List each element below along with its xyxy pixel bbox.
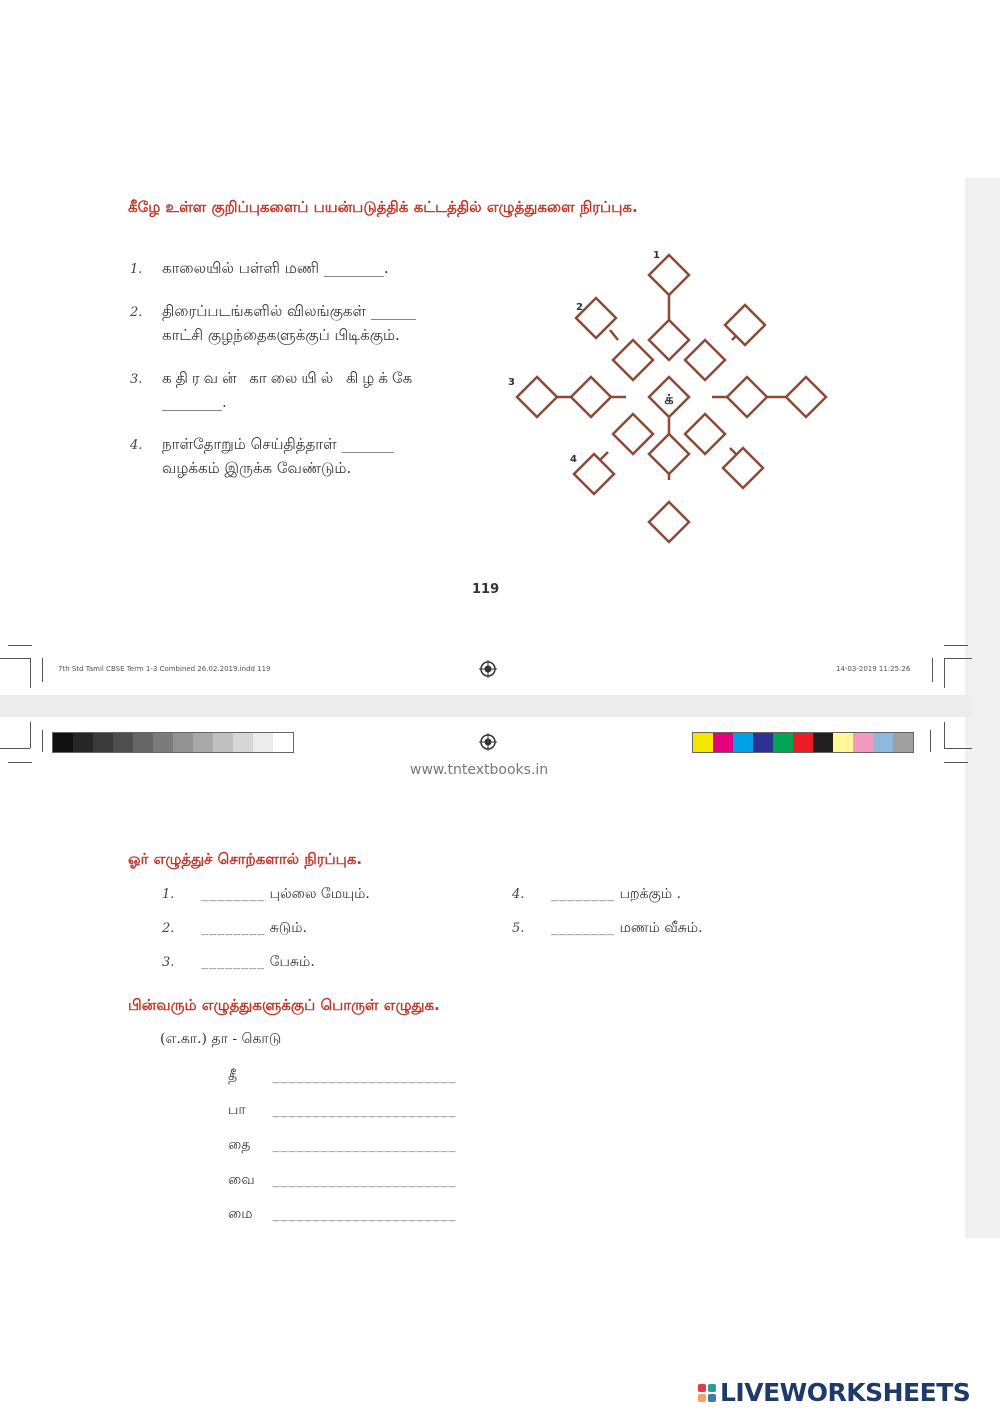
color-swatch xyxy=(793,733,813,752)
section3-heading: பின்வரும் எழுத்துகளுக்குப் பொருள் எழுதுக. xyxy=(128,996,440,1014)
color-swatch xyxy=(813,733,833,752)
crop-mark xyxy=(944,658,972,659)
crop-mark xyxy=(930,730,931,752)
grid-letter-box[interactable] xyxy=(517,377,557,417)
crop-mark xyxy=(932,658,933,682)
list-item xyxy=(228,1068,456,1086)
color-swatch xyxy=(173,733,193,752)
list-item xyxy=(228,1172,456,1190)
crop-mark xyxy=(944,748,972,749)
grid-letter-box[interactable] xyxy=(685,340,725,380)
crop-mark xyxy=(944,645,968,646)
answer-blank[interactable]: _______________________ xyxy=(272,1068,457,1084)
list-item: 4. ________ பறக்கும் . xyxy=(512,886,681,902)
color-swatch xyxy=(713,733,733,752)
clue-text: நாள்தோறும் செய்தித்தாள் _______ xyxy=(162,435,394,453)
crop-mark xyxy=(8,645,32,646)
answer-blank[interactable]: _______________________ xyxy=(272,1206,457,1222)
mark-tile xyxy=(698,1394,706,1402)
list-item xyxy=(228,1137,456,1155)
crop-mark xyxy=(42,730,43,752)
letter: மை xyxy=(228,1206,253,1222)
color-swatch xyxy=(273,733,293,752)
registration-mark-icon xyxy=(479,733,497,751)
color-swatch xyxy=(153,733,173,752)
color-swatch xyxy=(753,733,773,752)
grid-letter-box[interactable] xyxy=(649,502,689,542)
list-item: 2. ________ சுடும். xyxy=(162,920,307,936)
example-text: (எ.கா.) தா - கொடு xyxy=(160,1031,282,1047)
grid-letter-box[interactable] xyxy=(649,255,689,295)
grid-label-1: 1 xyxy=(653,250,660,261)
clue-text: திரைப்படங்களில் விலங்குகள் ______ xyxy=(162,302,416,320)
letter: தீ xyxy=(228,1068,238,1084)
grid-letter-box[interactable] xyxy=(786,377,826,417)
answer-blank[interactable]: ________ xyxy=(201,920,266,936)
crop-mark xyxy=(0,748,30,749)
registration-mark-icon xyxy=(479,660,497,678)
clue-number: 4. xyxy=(130,438,143,453)
letter: பா xyxy=(228,1102,246,1118)
color-swatch xyxy=(873,733,893,752)
crop-mark xyxy=(30,658,31,688)
color-swatch xyxy=(133,733,153,752)
grid-letter-box[interactable] xyxy=(649,320,689,360)
grid-letter-box[interactable] xyxy=(723,448,763,488)
grid-center-letter: க் xyxy=(664,392,674,408)
clue-text: ________. xyxy=(162,393,227,411)
grid-letter-box[interactable] xyxy=(613,340,653,380)
print-file-info: 7th Std Tamil CBSE Term 1-3 Combined 26.02.2019.indd 119 xyxy=(58,665,271,673)
clue-number: 1. xyxy=(130,262,143,277)
color-swatch xyxy=(893,733,913,752)
liveworksheets-brand: LIVEWORKSHEETS xyxy=(720,1378,971,1407)
answer-blank[interactable]: ________ xyxy=(551,886,616,902)
answer-blank[interactable]: _______________________ xyxy=(272,1172,457,1188)
list-item xyxy=(228,1102,456,1120)
answer-blank[interactable]: ________ xyxy=(551,920,616,936)
grid-connector xyxy=(610,330,618,340)
color-swatch xyxy=(93,733,113,752)
color-swatch xyxy=(213,733,233,752)
page-gutter xyxy=(0,695,972,717)
grid-letter-box[interactable] xyxy=(574,454,614,494)
section2-heading: ஓர் எழுத்துச் சொற்களால் நிரப்புக. xyxy=(128,850,363,868)
color-swatch xyxy=(733,733,753,752)
page-number: 119 xyxy=(472,582,500,597)
crop-mark xyxy=(944,658,945,688)
color-swatch xyxy=(693,733,713,752)
answer-blank[interactable]: _______________________ xyxy=(272,1102,457,1118)
grid-letter-box[interactable] xyxy=(613,414,653,454)
grid-letter-box[interactable] xyxy=(725,305,765,345)
clue-text: வழக்கம் இருக்க வேண்டும். xyxy=(162,459,352,477)
snowflake-letter-grid xyxy=(500,240,845,550)
color-swatch xyxy=(773,733,793,752)
color-swatch xyxy=(853,733,873,752)
answer-blank[interactable]: _______________________ xyxy=(272,1137,457,1153)
crop-mark xyxy=(30,722,31,748)
crop-mark xyxy=(944,722,945,748)
list-item: 5. ________ மணம் வீசும். xyxy=(512,920,703,936)
grid-letter-box[interactable] xyxy=(571,377,611,417)
grey-scale-bar xyxy=(52,732,294,753)
liveworksheets-logo xyxy=(698,1378,970,1407)
clue-number: 3. xyxy=(130,372,143,387)
clue-number: 2. xyxy=(130,305,143,320)
liveworksheets-mark-icon xyxy=(698,1384,716,1402)
crop-mark xyxy=(42,658,43,682)
website-url: www.tntextbooks.in xyxy=(410,762,549,778)
grid-label-2: 2 xyxy=(576,302,583,313)
answer-blank[interactable]: ________ xyxy=(201,886,266,902)
grid-letter-box[interactable] xyxy=(727,377,767,417)
list-item xyxy=(228,1206,456,1224)
clue-text: கதிரவன் காலையில் கிழக்கே xyxy=(162,369,417,387)
color-swatch xyxy=(193,733,213,752)
grid-label-4: 4 xyxy=(570,454,577,465)
section1-heading: கீழே உள்ள குறிப்புகளைப் பயன்படுத்திக் கட்டத்தில் எழுத்துகளை நிரப்புக. xyxy=(128,198,638,216)
letter: வை xyxy=(228,1172,255,1188)
color-swatch-bar xyxy=(692,732,914,753)
grid-label-3: 3 xyxy=(508,377,515,388)
print-timestamp: 14-03-2019 11:25:26 xyxy=(836,665,911,673)
color-swatch xyxy=(233,733,253,752)
list-item: 1. ________ புல்லை மேயும். xyxy=(162,886,370,902)
grid-letter-box[interactable] xyxy=(649,434,689,474)
color-swatch xyxy=(253,733,273,752)
crop-mark xyxy=(0,658,30,659)
color-swatch xyxy=(73,733,93,752)
answer-blank[interactable]: ________ xyxy=(201,954,266,970)
mark-tile xyxy=(708,1394,716,1402)
color-swatch xyxy=(53,733,73,752)
letter: தை xyxy=(228,1137,251,1153)
mark-tile xyxy=(698,1384,706,1392)
mark-tile xyxy=(708,1384,716,1392)
clue-text: காலையில் பள்ளி மணி ________. xyxy=(162,259,389,277)
crop-mark xyxy=(8,762,32,763)
grid-letter-box[interactable] xyxy=(685,414,725,454)
clue-text: காட்சி குழந்தைகளுக்குப் பிடிக்கும். xyxy=(162,326,400,344)
list-item: 3. ________ பேசும். xyxy=(162,954,315,970)
crop-mark xyxy=(944,762,968,763)
color-swatch xyxy=(833,733,853,752)
color-swatch xyxy=(113,733,133,752)
